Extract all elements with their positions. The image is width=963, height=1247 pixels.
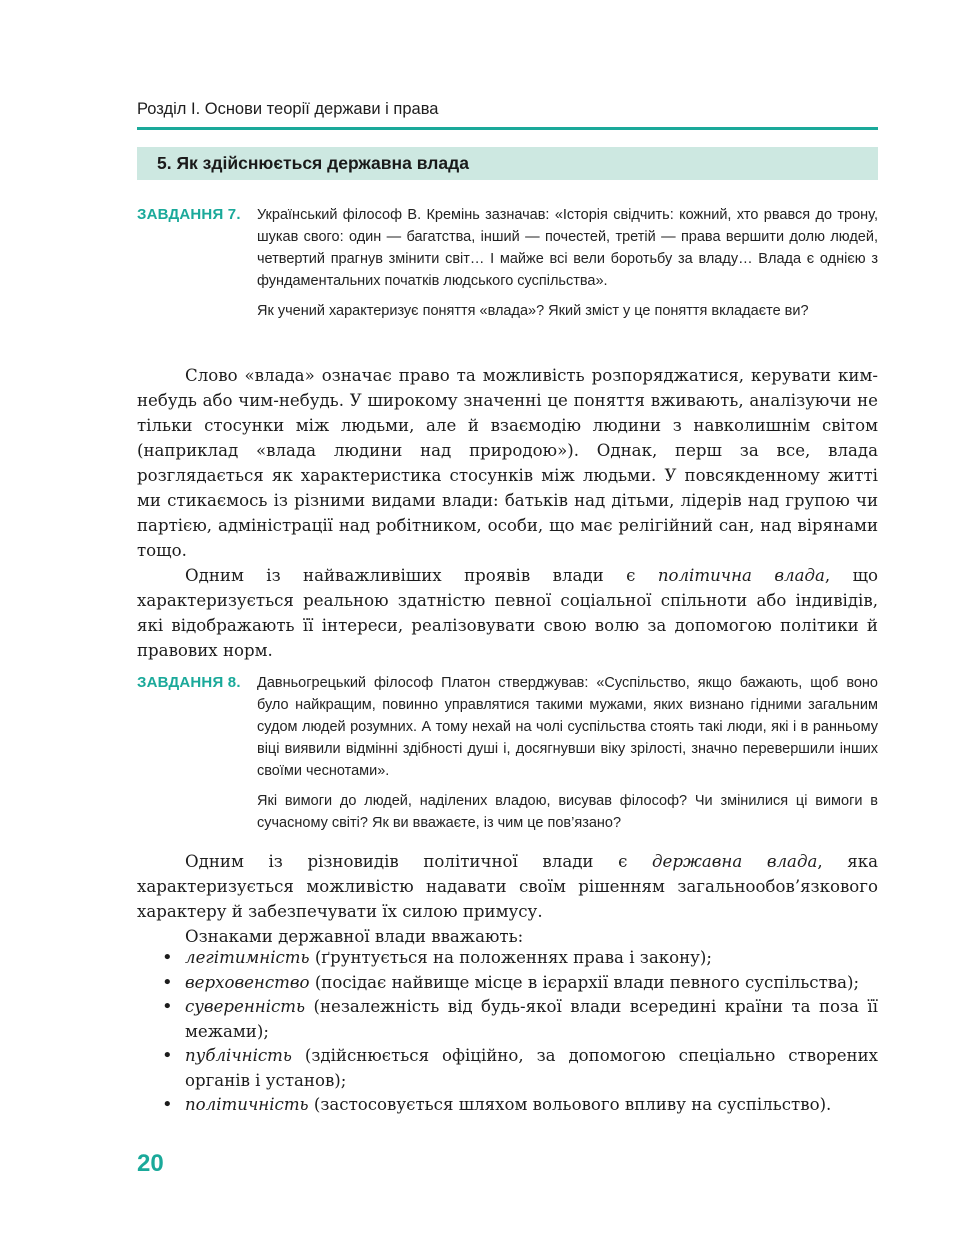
task-8-label: ЗАВДАННЯ 8. — [137, 674, 241, 691]
running-head: Розділ І. Основи теорії держави і права — [137, 100, 439, 118]
bullet-icon: • — [162, 1094, 173, 1115]
features-list — [137, 946, 878, 1118]
main-text-2 — [137, 849, 878, 949]
list-item: • політичність (застосовується шляхом вольового впливу на суспільство). — [137, 1093, 878, 1118]
list-item: • публічність (здійснюється офіційно, за допомогою спеціально створених органів і установ); — [162, 1045, 878, 1090]
bullet-icon: • — [162, 947, 173, 968]
main-text-1 — [137, 363, 878, 663]
list-item: • легітимність (ґрунтується на положеннях права і закону); — [137, 946, 878, 971]
task-8-quote: Давньогрецький філософ Платон стверджував: «Суспільство, якщо бажають, щоб воно було найкращим, повинно управлятися такими мужами, яких визнано гідними загальним судом людей розумних. А тому нехай на чолі суспільства стоять такі люди, які і в ранньому віці виявили відмінні здібності душі і, досягнувши віку зрілості, значно перевершили інших своїми чеснотами». — [257, 675, 878, 779]
list-item: • суверенність (незалежність від будь-якої влади всередині країни та поза її межами); — [162, 996, 878, 1041]
term-state-power: державна влада — [652, 852, 818, 871]
bullet-icon: • — [162, 996, 173, 1017]
bullet-icon: • — [162, 1045, 173, 1066]
page-number: 20 — [137, 1150, 164, 1177]
paragraph-state-power: Одним із різновидів політичної влади є державна влада, яка характеризується можливістю надавати своїм рішенням загальнообов’язкового характеру й забезпечувати їх силою примусу. — [137, 852, 878, 921]
header-rule — [137, 127, 878, 130]
term-political-power: політична влада — [657, 566, 825, 585]
task-7-label: ЗАВДАННЯ 7. — [137, 206, 241, 223]
paragraph-features-intro: Ознаками державної влади вважають: — [185, 927, 524, 946]
paragraph-power-definition: Слово «влада» означає право та можливість розпоряджатися, керувати ким-небудь або чим-небудь. У широкому значенні це поняття вживають, аналізуючи не тільки стосунки між людьми, але й взаємодію людини з навколишнім світом (наприклад «влада людини над природою»). Однак, перш за все, влада розглядається як характеристика стосунків між людьми. У повсякденному житті ми стикаємось із різними видами влади: батьків над дітьми, лідерів над групою чи партією, адміністрації над робітником, особи, що має релігійний сан, над вірянами тощо. — [137, 366, 878, 560]
task-8-body — [257, 672, 878, 842]
bullet-icon: • — [162, 971, 173, 993]
task-8-question: Які вимоги до людей, наділених владою, висував філософ? Чи змінилися ці вимоги в сучасному світі? Як ви вважаєте, із чим це пов’язано? — [257, 793, 878, 831]
section-title: 5. Як здійснюється державна влада — [137, 147, 878, 180]
list-item: • верховенство (посідає найвище місце в ієрархії влади певного суспільства); — [137, 971, 878, 996]
task-7-quote: Український філософ В. Кремінь зазначав: «Історія свідчить: кожний, хто рвався до трону, шукав свого: один — багатства, інший — почестей, третій — права вершити долю людей, четвертий прагнув змінити світ… І майже всі вели боротьбу за владу… Влада є однією з фундаментальних початків людського суспільства». — [257, 207, 878, 289]
task-7-question: Як учений характеризує поняття «влада»? Який зміст у це поняття вкладаєте ви? — [257, 303, 809, 319]
task-7-body — [257, 204, 878, 330]
paragraph-political-power: Одним із найважливіших проявів влади є політична влада, що характеризується реальною здатністю певної соціальної спільноти або індивідів, які відображають її інтереси, реалізовувати свою волю за допомогою політики й правових норм. — [137, 566, 879, 660]
